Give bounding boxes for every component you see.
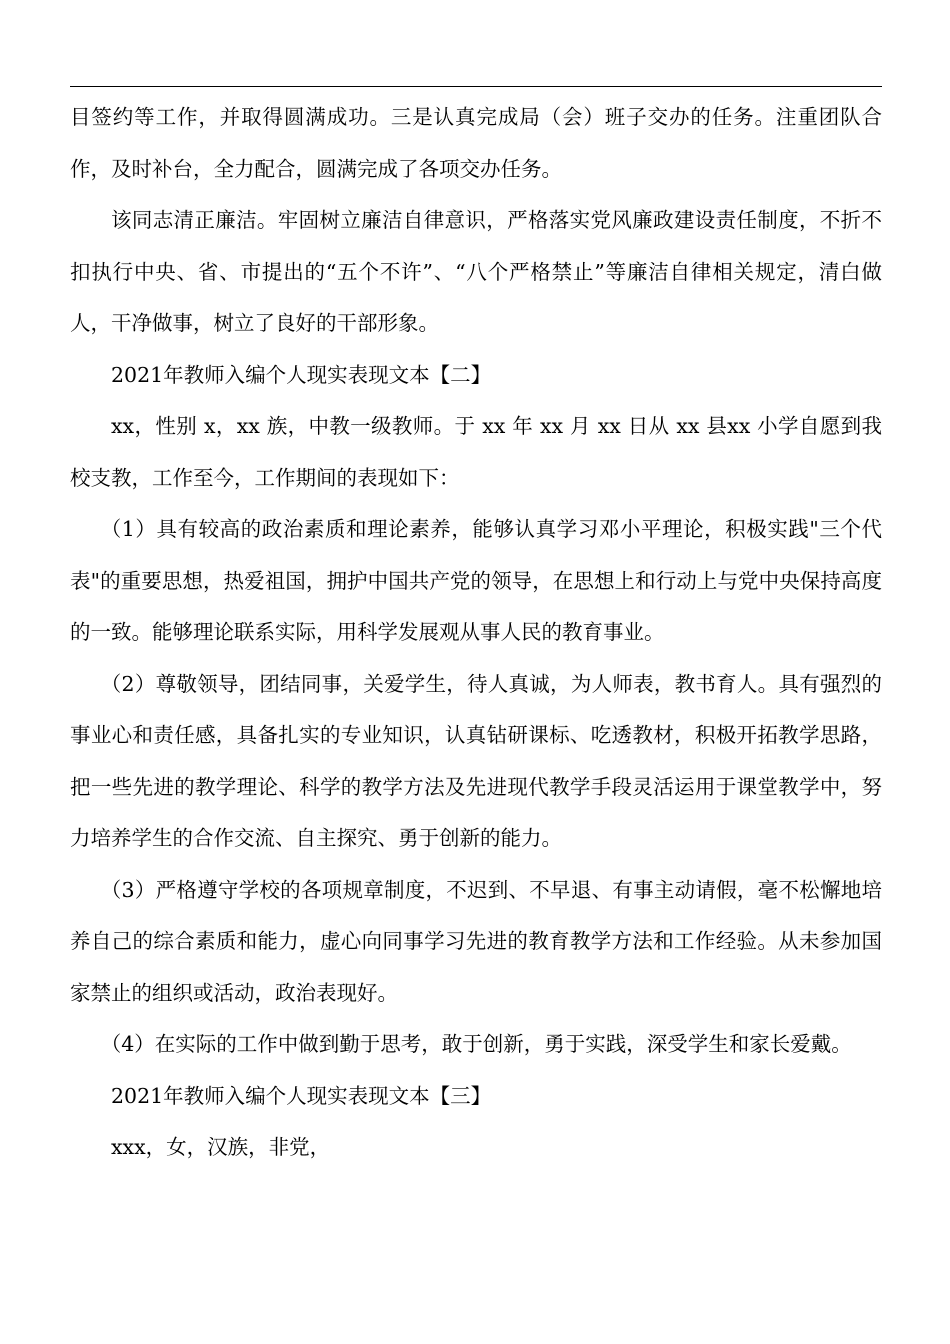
- document-body: [70, 92, 882, 1174]
- paragraph-item-1: （1）具有较高的政治素质和理论素养，能够认真学习邓小平理论，积极实践"三个代表"的重要思想，热爱祖国，拥护中国共产党的领导，在思想上和行动上与党中央保持高度的一致。能够理论联系实际，用科学发展观从事人民的教育事业。: [70, 517, 882, 644]
- paragraph-item-2: （2）尊敬领导，团结同事，关爱学生，待人真诚，为人师表，教书育人。具有强烈的事业心和责任感，具备扎实的专业知识，认真钻研课标、吃透教材，积极开拓教学思路，把一些先进的教学理论、科学的教学方法及先进现代教学手段灵活运用于课堂教学中，努力培养学生的合作交流、自主探究、勇于创新的能力。: [70, 671, 882, 850]
- paragraph-continuation: 目签约等工作，并取得圆满成功。三是认真完成局（会）班子交办的任务。注重团队合作，及时补台，全力配合，圆满完成了各项交办任务。: [70, 105, 882, 181]
- paragraph-intro-three: xxx，女，汉族，非党，: [111, 1135, 331, 1159]
- paragraph-intro-two: xx，性别 x，xx 族，中教一级教师。于 xx 年 xx 月 xx 日从 xx 县xx 小学自愿到我校支教，工作至今，工作期间的表现如下：: [70, 414, 882, 490]
- section-heading-three: 2021年教师入编个人现实表现文本【三】: [111, 1083, 492, 1108]
- header-rule: [70, 86, 882, 87]
- paragraph-item-3: （3）严格遵守学校的各项规章制度，不迟到、不早退、有事主动请假，毫不松懈地培养自己的综合素质和能力，虚心向同事学习先进的教育教学方法和工作经验。从未参加国家禁止的组织或活动，政治表现好。: [70, 877, 882, 1005]
- paragraph-integrity: 该同志清正廉洁。牢固树立廉洁自律意识，严格落实党风廉政建设责任制度，不折不扣执行中央、省、市提出的“五个不许”、“八个严格禁止”等廉洁自律相关规定，清白做人，干净做事，树立了良好的干部形象。: [70, 208, 882, 335]
- paragraph-item-4: （4）在实际的工作中做到勤于思考，敢于创新，勇于实践，深受学生和家长爱戴。: [100, 1032, 852, 1056]
- section-heading-two: 2021年教师入编个人现实表现文本【二】: [111, 362, 492, 387]
